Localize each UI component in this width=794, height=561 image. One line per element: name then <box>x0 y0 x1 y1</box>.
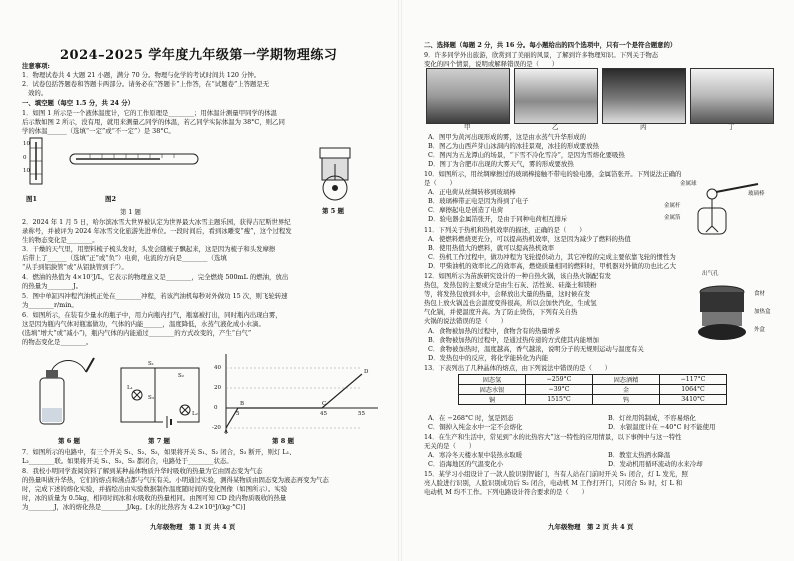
circuit-s3: S₃ <box>148 395 154 401</box>
q12-line-e: 气化锅，并使温度升高。为了防止烫伤，下列有关自热 <box>424 308 578 316</box>
q8-line-e: 为________J，冰的熔化热是________J/kg。[水的比热容为 4.2×10³J/(kg·°C)] <box>22 503 246 511</box>
page-2-footer: 九年级物理 第 2 页 共 4 页 <box>548 523 634 531</box>
q11-stem: 11．下列关于热机和热机效率的描述，正确的是（ ） <box>424 226 586 234</box>
circuit-l2: L₂ <box>192 411 198 417</box>
q6-line-b: 这是因为瓶内气体对瓶塞做功，气体的内能______，温度降低，水蒸气液化成小水滴。 <box>22 320 265 328</box>
q15-line-a: 15．某学习小组设计了一款人脸识别智能门，当有人站在门前时开关 S₁ 闭合，灯 L 发光，照 <box>424 470 688 478</box>
bottle-pump-figure <box>28 352 108 432</box>
photo-label-ding: 丁 <box>728 123 735 131</box>
fig-2-label: 图2 <box>105 195 117 203</box>
q13-option-a: A．在 −268°C 时，氢是固态 <box>428 414 514 422</box>
q3-line-a: 3．干燥的天气里，用塑料梳子梳头发时，头发会随梳子飘起来，这是因为梳子和头发摩擦 <box>22 245 276 253</box>
graph-x-5: 5 <box>236 411 240 417</box>
thermo-tick-bot: 10 <box>23 168 30 174</box>
q11-option-b: B．使用热值大的燃料，就可以提高热机效率 <box>428 244 555 252</box>
q14-option-d: D．发动机用循环流动的水来冷却 <box>608 460 703 468</box>
q10-option-c: C．摩擦起电是创造了电荷 <box>428 206 504 214</box>
notice-heading: 注意事项: <box>22 62 50 70</box>
q10-option-a: A．正电荷从丝绸转移到玻璃棒 <box>428 188 516 196</box>
q1-line-a: 1．如图 1 所示是一个液体温度计，它的工作原理是________；用体温计测量甲同学的体温 <box>22 109 278 117</box>
q15-line-b: 亮人脸进行识别，人脸识别成功后 S₂ 闭合，电动机 M 工作打开门，只闭合 S₂ 时，灯 L 和 <box>424 479 683 487</box>
pot-outer-label: 外盒 <box>754 327 766 333</box>
graph-x-55: 55 <box>358 411 365 417</box>
q8-line-c: 时，完成下述的熔化实验，并描绘出由实验数据制作温度随时间的变化图像（如图所示）。实验 <box>22 485 288 493</box>
q7-line-a: 7．如图所示的电路中，有三个开关 S₁、S₂、S₃，如果将开关 S₁、S₂ 闭合，S₃ 断开，则灯 L₁、 <box>22 448 296 456</box>
graph-y-neg20: -20 <box>212 425 221 431</box>
q10-line-b: 是（ ） <box>424 179 456 187</box>
q12-line-b: 热包，发热包的主要成分是由生石灰、活性炭、硅藻土和镁粉 <box>424 281 597 289</box>
q13-stem: 13．下表列出了几种晶体的熔点，由下列说法中错误的是（ ） <box>424 364 612 372</box>
hotpot-figure <box>692 278 752 344</box>
q10-line-a: 10．如图所示，用丝绸摩擦过的玻璃棒接触不带电的验电器，金属箔张开。下列说法正确的 <box>424 170 682 178</box>
table-cell: 固态酒精 <box>593 375 660 385</box>
page-2 <box>402 0 794 561</box>
q9-option-b: B．图乙为山西芦芽山冰洞内的冰挂景观，冰挂的形成要放热 <box>428 142 599 150</box>
notice-1: 1．物理试卷共 4 大题 21 小题，满分 70 分。物理与化学的考试时间共 120 分钟。 <box>22 71 261 79</box>
q14-line-b: 无关的是（ ） <box>424 442 476 450</box>
q1-line-c: 学的体温______（选填“一定”或“不一定”）是 38°C。 <box>22 127 175 135</box>
temperature-graph <box>212 350 382 438</box>
q6-line-c: (选填“增大”或“减小”)，瓶内气体的内能通过________的方式改变的，产生“白气” <box>22 329 252 337</box>
electroscope-rod-label: 金属杆 <box>664 203 681 209</box>
table-cell: 铜 <box>459 395 526 405</box>
graph-pt-a: A <box>224 429 228 435</box>
q2-line-c: 生的物态变化是________。 <box>22 236 99 244</box>
table-row <box>459 395 727 405</box>
graph-pt-c: C <box>322 401 327 407</box>
q9-line-a: 9．许多同学外出旅游，欣赏到了美丽的风景，了解到许多物理知识。下列关于物态 <box>424 51 659 59</box>
q6-line-a: 6．如图所示，在装有少量水的瓶子中，用力向瓶内打气，瓶塞被打出，同时瓶内出现白雾， <box>22 311 282 319</box>
q12-line-c: 等，将发热包放到水中，会释放出大量的热量，这时候在发 <box>424 290 591 298</box>
table-cell: −117°C <box>660 375 727 385</box>
q8-line-d: 时，冰的质量为 0.5kg，相同时间冰和水吸收的热量相同。由图可知 CD 段内物质吸收的热量 <box>22 494 287 502</box>
q1-line-b: 后示数如图 2 所示，没有甩，就用来测量乙同学的体温，若乙同学实际体温为 38°C，则乙同 <box>22 118 285 126</box>
q13-option-b: B．灯丝用钨制成，不容易熔化 <box>608 414 696 422</box>
photo-jia <box>426 68 510 124</box>
fig-8-caption: 第 8 题 <box>272 437 295 445</box>
q13-option-d: D．水银温度计在 −40°C 时不能使用 <box>608 423 716 431</box>
pot-food-label: 食材 <box>754 291 766 297</box>
table-cell: 钨 <box>593 395 660 405</box>
table-cell: 1064°C <box>660 385 727 395</box>
fig-6-caption: 第 6 题 <box>58 437 81 445</box>
q9-line-b: 变化的四个情景，说明或解释错误的是（ ） <box>424 60 559 68</box>
q12-option-d: D．发热包中的反应，将化学能转化为内能 <box>428 354 549 362</box>
q9-option-c: C．图丙为五龙潭山的场景，“下雪不冷化雪冷”，是因为雪熔化要吸热 <box>428 151 625 159</box>
q6-line-d: 的物态变化是________。 <box>22 338 93 346</box>
q13-option-c: C．铜掉入纯金水中一定不会熔化 <box>428 423 523 431</box>
photo-label-yi: 乙 <box>552 123 559 131</box>
engine-figure <box>300 144 370 204</box>
q5-line-a: 5．图中单缸四冲程汽油机正处在________冲程，若该汽油机每秒对外做功 15 次，则飞轮转速 <box>22 292 288 300</box>
photo-ding <box>690 68 774 124</box>
notice-2: 2．试卷包括答题卷和答题卡两部分。请务必在“答题卡”上作答，在“试题卷”上答题是无 <box>22 80 270 88</box>
page-1-footer: 九年级物理 第 1 页 共 4 页 <box>150 523 236 531</box>
circuit-figure <box>115 362 205 430</box>
fig-1-label: 图1 <box>26 195 38 203</box>
glass-rod-label: 玻璃棒 <box>748 191 765 197</box>
q5-line-b: 为________r/min。 <box>22 301 78 309</box>
q12-line-d: 热包上放火锅盖也会温度变得很高，所以会加快汽化，生成氢 <box>424 299 597 307</box>
q14-option-b: B．教室太热洒水降温 <box>608 451 671 459</box>
graph-y-40: 40 <box>214 365 221 371</box>
q14-option-a: A．寒冷冬天楼水泵中装热水取暖 <box>428 451 523 459</box>
circuit-l1: L₁ <box>127 385 133 391</box>
graph-y-20: 20 <box>214 385 221 391</box>
table-row <box>459 385 727 395</box>
q2-line-b: 录称号，并被评为 2024 年冰雪文化旅游先进单位。一段时间后，看到冰雕变“瘦”，这个过程发 <box>22 227 292 235</box>
graph-x-45: 45 <box>320 411 327 417</box>
q9-option-d: D．图丁为合肥市出现的大雾天气，雾的形成要放热 <box>428 160 574 168</box>
circuit-s1: S₁ <box>148 361 154 367</box>
q11-option-a: A．使燃料燃烧更充分，可以提高热机效率，这是因为减少了燃料的热值 <box>428 235 631 243</box>
q11-option-c: C．热机工作过程中，做功冲程为飞轮提供动力，其它冲程的完成主要依靠飞轮的惯性为 <box>428 253 676 261</box>
q1-caption: 第 1 题 <box>120 208 141 216</box>
table-row <box>459 375 727 385</box>
q4-line-a: 4．燃油的热值为 4×10⁷J/L，它表示的物理意义是________，完全燃烧 500mL 的燃油，放出 <box>22 273 289 281</box>
thermo-tick-mid: 0 <box>23 155 27 161</box>
table-cell: 固态水银 <box>459 385 526 395</box>
q12-line-f: 火锅的说法错误的是（ ） <box>424 317 508 325</box>
q3-line-c: “从手到铝鈌管”或“从铝鈌管到手”）。 <box>22 263 128 271</box>
q12-option-b: B．食物被加热的过程中，是通过热传递的方式使其内能增加 <box>428 336 599 344</box>
circuit-s2: S₂ <box>178 373 184 379</box>
exam-title: 2024–2025 学年度九年级第一学期物理练习 <box>60 48 338 63</box>
q11-option-d: D．甲柴油机的效率比乙的效率高，燃烧质量相同的燃料时，甲机器对外做的功也比乙大 <box>428 262 676 270</box>
table-cell: −39°C <box>526 385 593 395</box>
q12-line-a: 12．如图所示为苗族研究设计的一种自热火锅，该自热火锅配有发 <box>424 272 612 280</box>
thermo-tick-top: 10 <box>23 141 30 147</box>
graph-pt-d: D <box>364 369 369 375</box>
electroscope-ball-label: 金属球 <box>680 181 697 187</box>
table-cell: 3410°C <box>660 395 727 405</box>
table-cell: −259°C <box>526 375 593 385</box>
pot-heater-label: 加热盒 <box>754 309 771 315</box>
table-cell: 金 <box>593 385 660 395</box>
q14-option-c: C．沿海地区的气温变化小 <box>428 460 504 468</box>
pot-vent-label: 出气孔 <box>702 271 719 277</box>
graph-y-0: 0 <box>214 405 218 411</box>
section-2-heading: 二、选择题（每题 2 分，共 16 分。每小题给出的四个选项中，只有一个是符合题意的） <box>424 41 677 49</box>
q2-line-a: 2．2024 年 1 月 5 日，哈尔滨冰雪大世界被认定为世界最大冰雪主题乐园，获得吉尼斯世界纪 <box>22 218 291 226</box>
table-cell: 固态氢 <box>459 375 526 385</box>
thermometer-figure <box>20 136 205 194</box>
photo-label-bing: 丙 <box>640 123 647 131</box>
photo-yi <box>514 68 598 124</box>
electroscope-foil-label: 金属箔 <box>664 215 681 221</box>
photo-label-jia: 甲 <box>464 123 471 131</box>
q12-option-a: A．食物被加热的过程中，食物含有的热量增多 <box>428 327 561 335</box>
q8-line-b: 的热量叫做升华热，它们的熔点和沸点都与气压有关。小明通过实验，测得某物质由固态变为液态再变为气态 <box>22 476 329 484</box>
q12-option-c: C．食物被加热时，温度越高，香气越浓，说明分子的无规则运动与温度有关 <box>428 345 644 353</box>
q14-line-a: 14．在生产和生活中，常见到“水的比热容大”这一特性的应用情景，以下事例中与这一特性 <box>424 433 682 441</box>
graph-pt-b: B <box>240 401 245 407</box>
notice-3: 效的。 <box>28 89 48 97</box>
table-cell: 1515°C <box>526 395 593 405</box>
q3-line-b: 后带上了______（选填“正”或“负”）电荷，电流的方向是________（选填 <box>22 254 227 262</box>
melting-point-table <box>458 374 727 405</box>
photo-bing <box>602 68 686 124</box>
q4-line-b: 的热量为________J。 <box>22 282 83 290</box>
q15-line-c: 电动机 M 均不工作。下列电路设计符合要求的是（ ） <box>424 488 588 496</box>
q7-line-b: L₂________联。如果将开关 S₁、S₂、S₃ 都闭合，电路处于________状态。 <box>22 457 233 465</box>
fig-7-caption: 第 7 题 <box>148 437 171 445</box>
q10-option-b: B．玻璃棒带正电是因为得到了电子 <box>428 197 529 205</box>
q8-line-a: 8．我校小明同学查阅资料了解到某种晶体物质升华时吸收的热量为它由固态变为气态 <box>22 467 263 475</box>
q10-option-d: D．验电器金属箔张开，是由于同种电荷相互排斥 <box>428 215 568 223</box>
section-1-heading: 一、填空题（每空 1.5 分，共 24 分） <box>22 99 134 107</box>
fig-5-label: 第 5 题 <box>322 207 345 215</box>
q9-option-a: A．图甲为黄河出现形成的雾，这是由水蒸气升华形成的 <box>428 133 586 141</box>
